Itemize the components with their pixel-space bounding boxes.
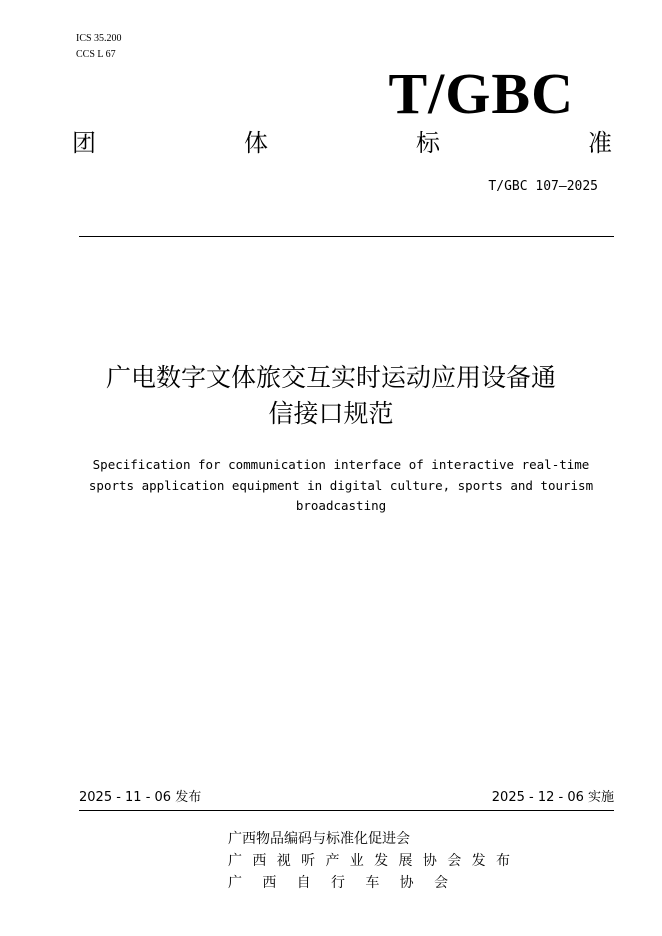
issuer-char: 会 <box>433 875 448 891</box>
document-number: T/GBC 107—2025 <box>488 179 598 194</box>
chinese-title-line: 信接口规范 <box>268 399 394 428</box>
issuer-char: 发 <box>471 853 486 869</box>
issuer-char: 西 <box>262 875 277 891</box>
issuer-char: 协 <box>422 853 437 869</box>
issuer-char: 自 <box>296 875 311 891</box>
ccs-code: CCS L 67 <box>76 49 116 60</box>
issuer-char: 展 <box>398 853 413 869</box>
standard-type-char: 体 <box>244 129 268 157</box>
ics-code: ICS 35.200 <box>76 33 122 44</box>
issuer-row <box>228 850 510 872</box>
implementation-date: 2025 - 12 - 06 实施 <box>491 790 614 805</box>
issuer-char: 会 <box>447 853 462 869</box>
english-title: Specification for communication interface of interactive real-time sports application equipment in digital culture, sports and tourism broadcasting <box>88 457 594 513</box>
issuer-row <box>228 872 448 894</box>
issuing-organizations <box>228 828 518 894</box>
release-date: 2025 - 11 - 06 发布 <box>79 790 202 805</box>
standard-type-char: 标 <box>416 129 440 157</box>
issuer-char: 产 <box>325 853 340 869</box>
footer-divider <box>79 810 614 811</box>
issuer-char: 广 <box>228 853 242 869</box>
issuer-char: 西 <box>252 853 267 869</box>
issuer-char: 行 <box>330 875 345 891</box>
issuer-char: 车 <box>365 875 380 891</box>
standard-type-char: 团 <box>72 129 96 157</box>
issuer-char: 听 <box>301 853 316 869</box>
chinese-title <box>40 360 622 432</box>
issuer-char: 协 <box>399 875 414 891</box>
header-divider <box>79 236 614 237</box>
standard-type-char: 准 <box>588 129 612 157</box>
issuer-name: 广西物品编码与标准化促进会 <box>228 831 410 847</box>
issuer-char: 业 <box>349 853 364 869</box>
issuer-char: 视 <box>276 853 291 869</box>
issuer-char: 广 <box>228 875 242 891</box>
standard-type <box>72 128 612 158</box>
standard-logo: T/GBC <box>388 61 574 126</box>
issuer-char: 布 <box>495 853 510 869</box>
chinese-title-line: 广电数字文体旅交互实时运动应用设备通 <box>105 363 556 392</box>
issuer-char: 发 <box>374 853 389 869</box>
issuer-row <box>228 828 448 850</box>
